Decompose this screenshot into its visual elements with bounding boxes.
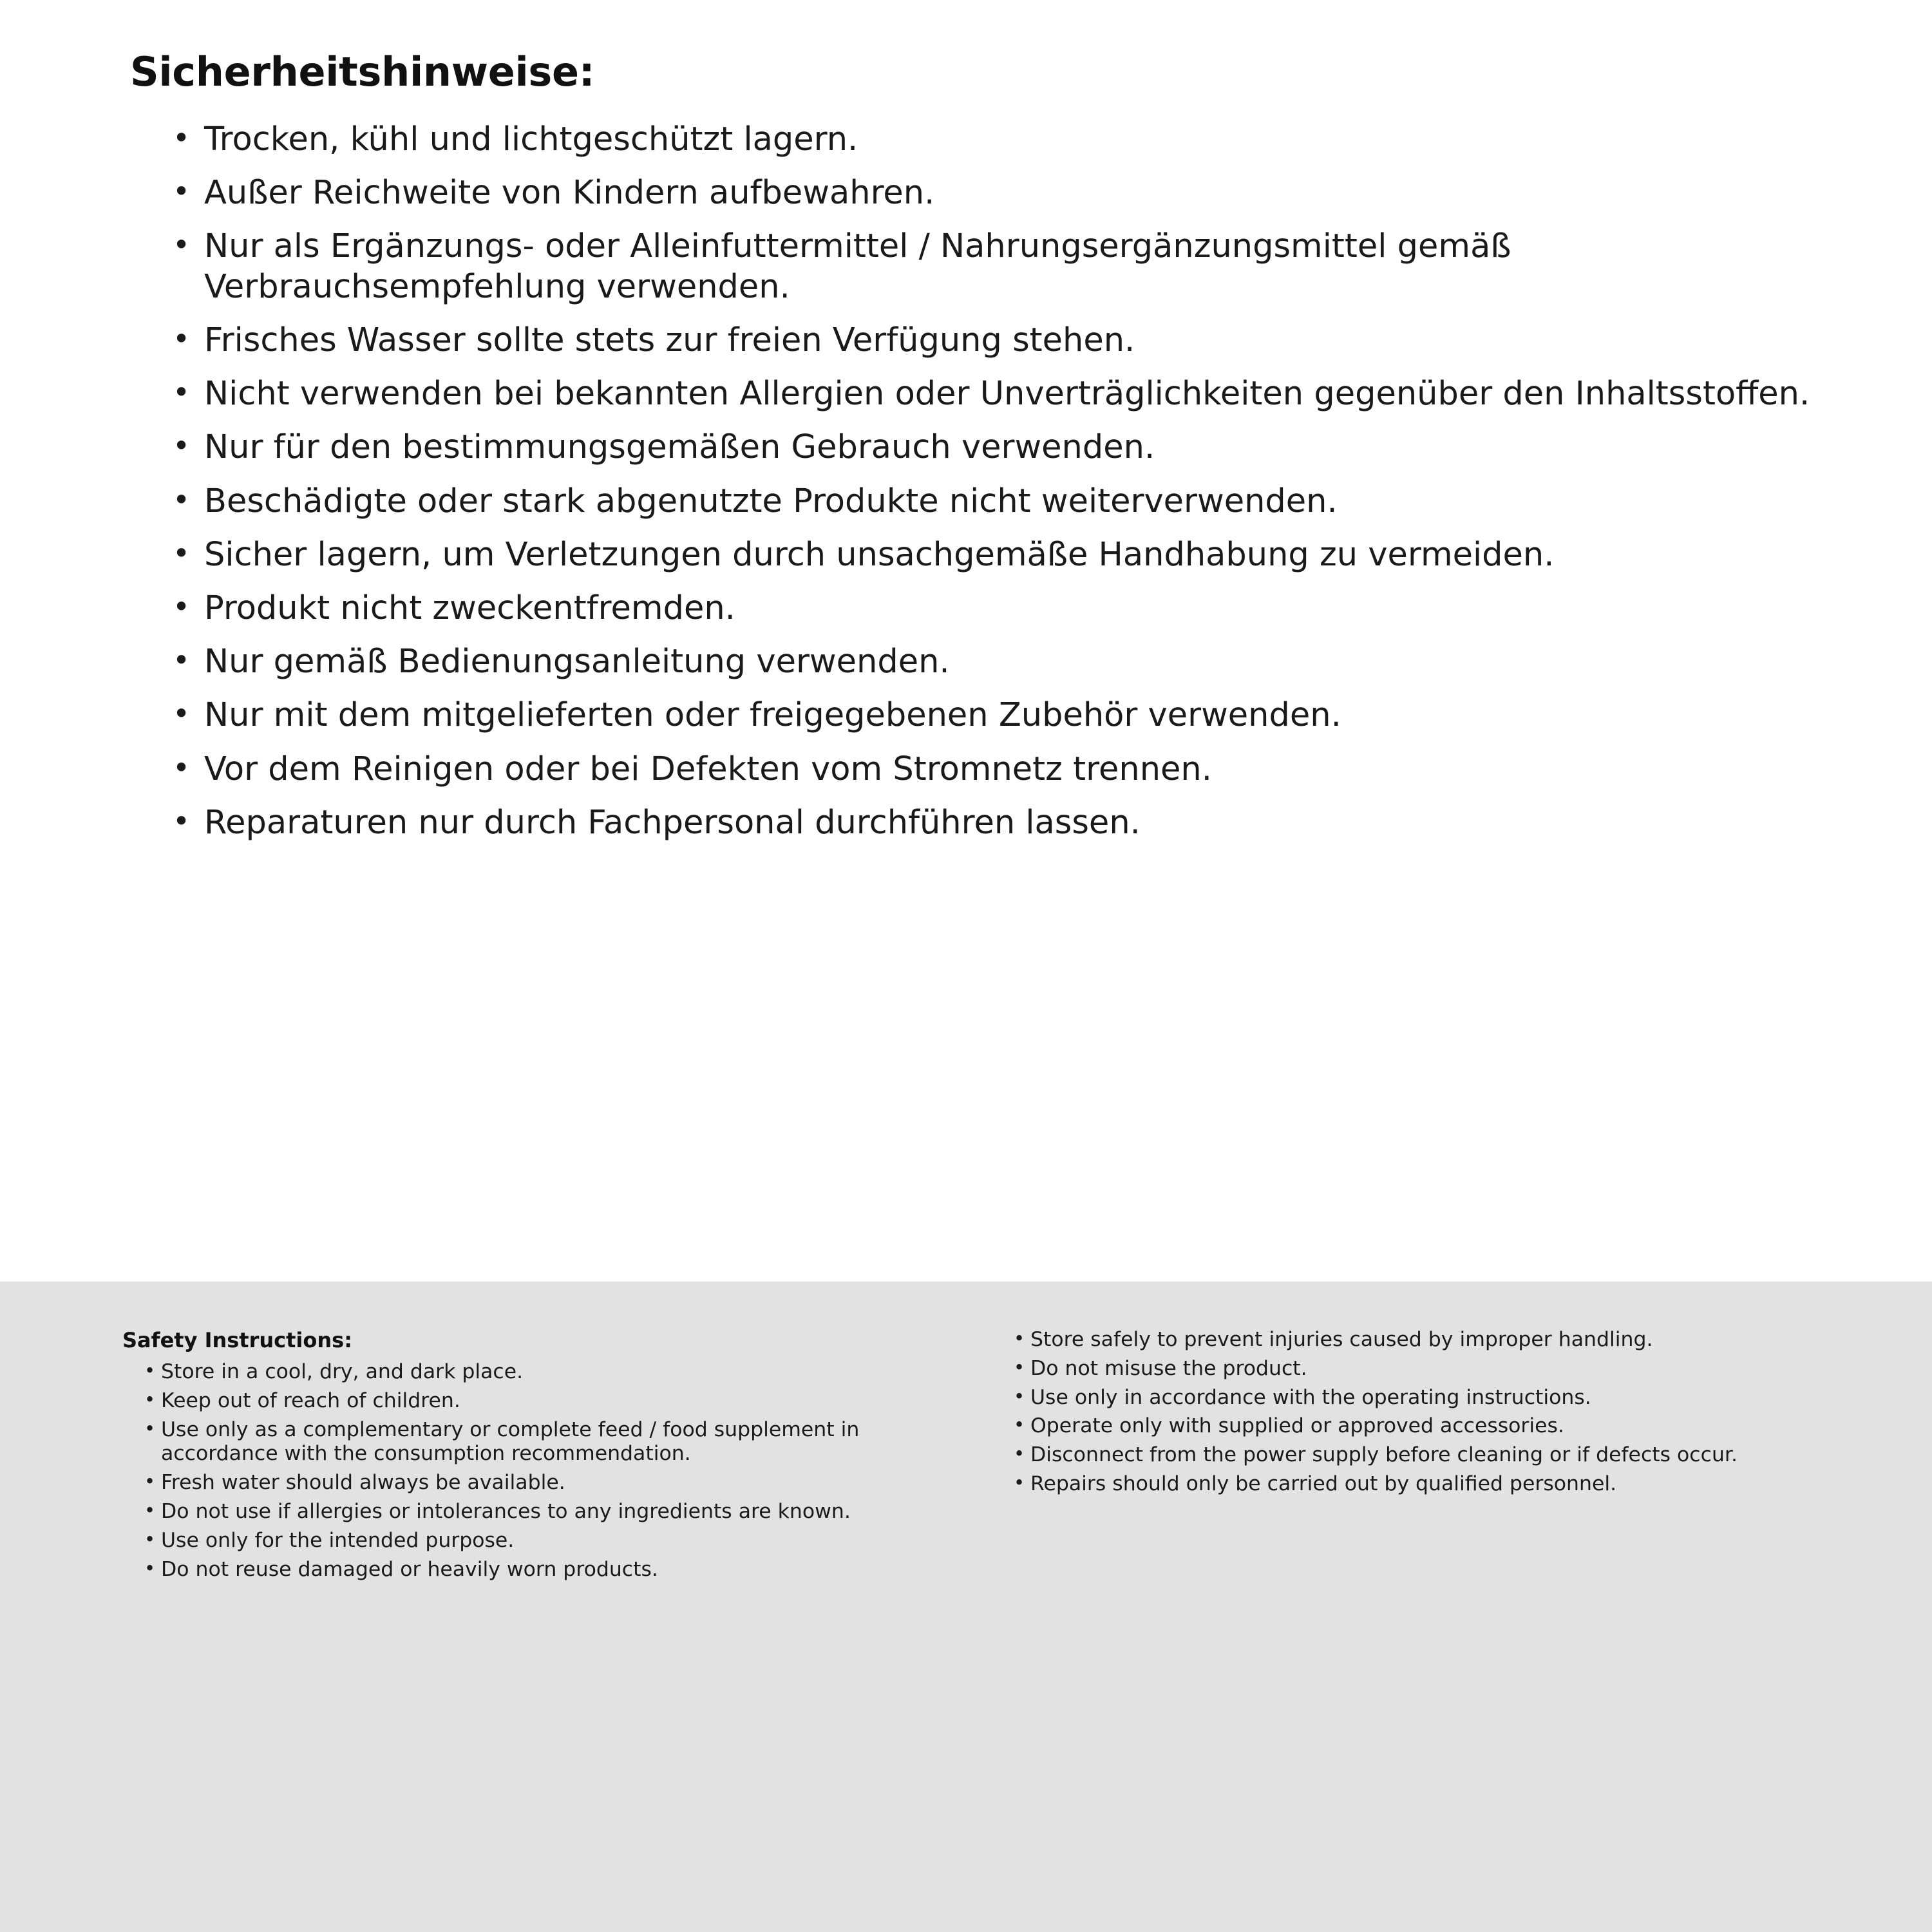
english-column-left	[122, 1328, 947, 1586]
english-safety-list-right	[1011, 1328, 1835, 1497]
list-item: • Store safely to prevent injuries caused by improper handling.	[1011, 1328, 1835, 1352]
german-safety-list	[129, 120, 1835, 843]
list-item: • Keep out of reach of children.	[142, 1389, 947, 1414]
list-item: • Repairs should only be carried out by qualified personnel.	[1011, 1472, 1835, 1497]
list-item: • Beschädigte oder stark abgenutzte Produkte nicht weiterverwenden.	[167, 482, 1835, 522]
list-item: • Sicher lagern, um Verletzungen durch unsachgemäße Handhabung zu vermeiden.	[167, 535, 1835, 575]
list-item: • Nur für den bestimmungsgemäßen Gebrauch verwenden.	[167, 428, 1835, 468]
english-safety-section	[0, 1282, 1932, 1932]
list-item: • Do not misuse the product.	[1011, 1357, 1835, 1381]
english-column-right	[1011, 1328, 1835, 1501]
list-item: • Reparaturen nur durch Fachpersonal durchführen lassen.	[167, 803, 1835, 843]
list-item: • Use only as a complementary or complete feed / food supplement in accordance with the consumption recommendation.	[142, 1418, 947, 1467]
list-item: • Produkt nicht zweckentfremden.	[167, 589, 1835, 629]
list-item: • Frisches Wasser sollte stets zur freien Verfügung stehen.	[167, 321, 1835, 361]
list-item: • Do not reuse damaged or heavily worn products.	[142, 1558, 947, 1582]
list-item: • Use only in accordance with the operating instructions.	[1011, 1386, 1835, 1410]
list-item: • Nur als Ergänzungs- oder Alleinfuttermittel / Nahrungsergänzungsmittel gemäß Verbrauchsempfehlung verwenden.	[167, 227, 1835, 307]
german-section-title: Sicherheitshinweise:	[130, 48, 595, 95]
english-section-title: Safety Instructions:	[122, 1328, 352, 1352]
list-item: • Store in a cool, dry, and dark place.	[142, 1360, 947, 1385]
list-item: • Fresh water should always be available.	[142, 1471, 947, 1495]
english-safety-list-left	[122, 1360, 947, 1582]
list-item: • Trocken, kühl und lichtgeschützt lagern.	[167, 120, 1835, 160]
list-item: • Außer Reichweite von Kindern aufbewahren.	[167, 173, 1835, 213]
english-columns	[122, 1328, 1835, 1586]
list-item: • Nicht verwenden bei bekannten Allergien oder Unverträglichkeiten gegenüber den Inhaltsstoffen.	[167, 374, 1835, 414]
list-item: • Vor dem Reinigen oder bei Defekten vom Stromnetz trennen.	[167, 750, 1835, 790]
list-item: • Nur gemäß Bedienungsanleitung verwenden.	[167, 642, 1835, 682]
list-item: • Operate only with supplied or approved accessories.	[1011, 1414, 1835, 1439]
list-item: • Nur mit dem mitgelieferten oder freigegebenen Zubehör verwenden.	[167, 696, 1835, 735]
list-item: • Disconnect from the power supply before cleaning or if defects occur.	[1011, 1443, 1835, 1468]
list-item: • Use only for the intended purpose.	[142, 1529, 947, 1553]
list-item: • Do not use if allergies or intolerances to any ingredients are known.	[142, 1500, 947, 1524]
